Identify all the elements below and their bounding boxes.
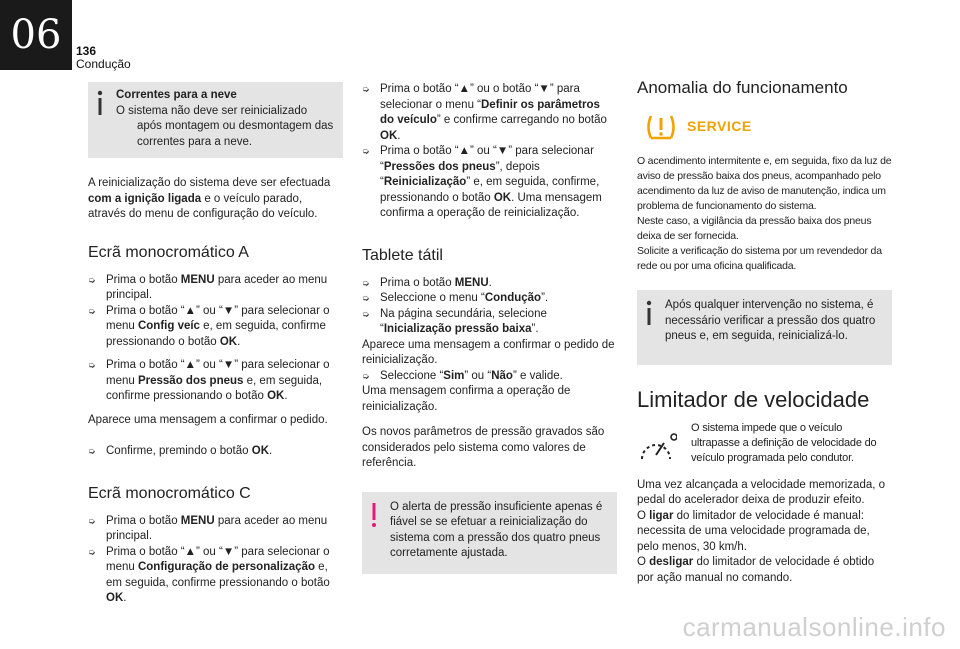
arrow-right-icon: ➭ [362, 370, 370, 381]
tablet-message-2: Uma mensagem confirma a operação de reinicialização. [362, 385, 571, 413]
info-icon [96, 90, 104, 116]
anomaly-description [637, 154, 892, 274]
column-2 [362, 82, 617, 574]
warning-text: O alerta de pressão insuficiente apenas é fiável se se efetuar a reinicialização do sistema com a pressão dos quatro pneus corretamente ajustada. [390, 500, 603, 559]
arrow-right-icon: ➭ [362, 308, 370, 319]
anomaly-text-1: O acendimento intermitente e, em seguida, fixo da luz de aviso de pressão baixa dos pneus, acompanhado pelo acendimento da luz de aviso de manutenção, indica um problema de funcionamento do sistema. [637, 155, 892, 212]
speed-limiter-paragraph-1: Uma vez alcançada a velocidade memorizada, o pedal do acelerador deixa de produzir efeito. [637, 478, 886, 506]
screen-c-step-4: ➭ Prima o botão “▲” ou “▼” para selecionar “Pressões dos pneus”, depois “Reinicialização” e, em seguida, confirme, pressionando o botão OK. Uma mensagem confirma a operação de reinicialização. [362, 145, 602, 219]
screen-c-heading: Ecrã monocromático C [88, 484, 251, 502]
note-title: Correntes para a neve [116, 89, 237, 101]
down-arrow-icon: ▼ [222, 545, 235, 558]
screen-a-step-4: ➭ Confirme, premindo o botão OK. [88, 444, 343, 460]
tablet-step-2: ➭ Seleccione o menu “Condução”. [362, 291, 617, 307]
snow-chains-note [88, 82, 343, 158]
tablet-message-1: Aparece uma mensagem a confirmar o pedido de reinicialização. [362, 338, 615, 366]
anomaly-text-3: Solicite a verificação do sistema por um revendedor da rede ou por uma oficina qualificada. [637, 245, 882, 272]
warning-exclamation-icon [370, 502, 378, 528]
tablet-step-1: ➭ Prima o botão MENU. [362, 276, 617, 292]
section-name: Condução [76, 57, 131, 71]
up-arrow-icon: ▲ [458, 145, 471, 157]
watermark: carmanualsonline.info [682, 612, 946, 642]
arrow-right-icon: ➭ [88, 546, 96, 557]
screen-a-step-2: ➭ Prima o botão “▲” ou “▼” para selecionar o menu Config veíc e, em seguida, confirme pressionando o botão OK. [88, 304, 330, 348]
speed-limiter-on: O ligar do limitador de velocidade é manual: necessita de uma velocidade programada de, pelo menos, 30 km/h. [637, 509, 870, 553]
up-arrow-icon: ▲ [184, 545, 197, 558]
tablet-heading: Tablete tátil [362, 246, 443, 264]
arrow-right-icon: ➭ [362, 84, 370, 94]
arrow-right-icon: ➭ [88, 515, 96, 526]
screen-c-step-1: ➭ Prima o botão MENU para aceder ao menu principal. [88, 514, 328, 542]
chapter-tab: 06 [0, 0, 72, 70]
note-text: O sistema não deve ser reinicializado após montagem ou desmontagem das correntes para a neve. [116, 104, 334, 148]
tablet-step-4: ➭ Seleccione “Sim” ou “Não” e valide. [362, 369, 617, 385]
down-arrow-icon: ▼ [222, 304, 235, 317]
arrow-right-icon: ➭ [362, 146, 370, 156]
reference-values-paragraph: Os novos parâmetros de pressão gravados são considerados pelo sistema como valores de referência. [362, 426, 605, 469]
down-arrow-icon: ▼ [496, 145, 509, 157]
speed-limiter-icon [637, 429, 677, 465]
info-text: Após qualquer intervenção no sistema, é necessário verificar a pressão dos quatro pneus e, em seguida, reinicializá-lo. [665, 299, 876, 342]
up-arrow-icon: ▲ [458, 83, 471, 95]
arrow-right-icon: ➭ [88, 446, 96, 456]
after-intervention-note [637, 290, 892, 365]
page-number: 136 [76, 44, 97, 58]
screen-c-step-2: ➭ Prima o botão “▲” ou “▼” para selecionar o menu Configuração de personalização e, em seguida, confirme pressionando o botão OK. [88, 545, 330, 604]
tyre-pressure-warning-icon [645, 112, 677, 142]
down-arrow-icon: ▼ [222, 359, 235, 371]
screen-a-step-1: ➭ Prima o botão MENU para aceder ao menu principal. [88, 273, 328, 301]
pressure-warning-note [362, 492, 617, 574]
up-arrow-icon: ▲ [184, 304, 197, 317]
arrow-right-icon: ➭ [88, 360, 96, 370]
arrow-right-icon: ➭ [362, 277, 370, 288]
screen-a-message: Aparece uma mensagem a confirmar o pedido. [88, 413, 328, 426]
down-arrow-icon: ▼ [538, 83, 550, 95]
screen-c-step-3: ➭ Prima o botão “▲” ou o botão “▼” para selecionar o menu “Definir os parâmetros do veículo” e confirme carregando no botão OK. [362, 83, 607, 142]
up-arrow-icon: ▲ [184, 359, 197, 371]
arrow-right-icon: ➭ [88, 305, 96, 316]
speed-limiter-heading: Limitador de velocidade [637, 386, 870, 412]
service-warning-icon: SERVICE [687, 118, 752, 135]
speed-limiter-off: O desligar do limitador de velocidade é obtido por ação manual no comando. [637, 556, 875, 584]
anomaly-text-2: Neste caso, a vigilância da pressão baixa dos pneus deixa de ser fornecida. [637, 215, 872, 242]
tablet-step-3: ➭ Na página secundária, selecione “Inicialização pressão baixa”. [362, 307, 547, 335]
screen-a-heading: Ecrã monocromático A [88, 243, 249, 261]
column-3 [637, 78, 892, 586]
info-icon [645, 300, 653, 326]
arrow-right-icon: ➭ [88, 274, 96, 285]
reset-intro: A reinicialização do sistema deve ser efectuada com a ignição ligada e o veículo parado, através do menu de configuração do veículo. [88, 177, 331, 220]
anomaly-heading: Anomalia do funcionamento [637, 78, 848, 97]
arrow-right-icon: ➭ [362, 293, 370, 303]
service-warning-lights [637, 112, 892, 142]
screen-a-step-3: ➭ Prima o botão “▲” ou “▼” para selecionar o menu Pressão dos pneus e, em seguida, confirme pressionando o botão OK. [88, 359, 330, 402]
speed-limiter-intro [637, 421, 892, 466]
column-1 [88, 82, 343, 607]
speed-limiter-icon-text: O sistema impede que o veículo ultrapasse a definição de velocidade do veículo programada pelo condutor. [691, 421, 877, 464]
